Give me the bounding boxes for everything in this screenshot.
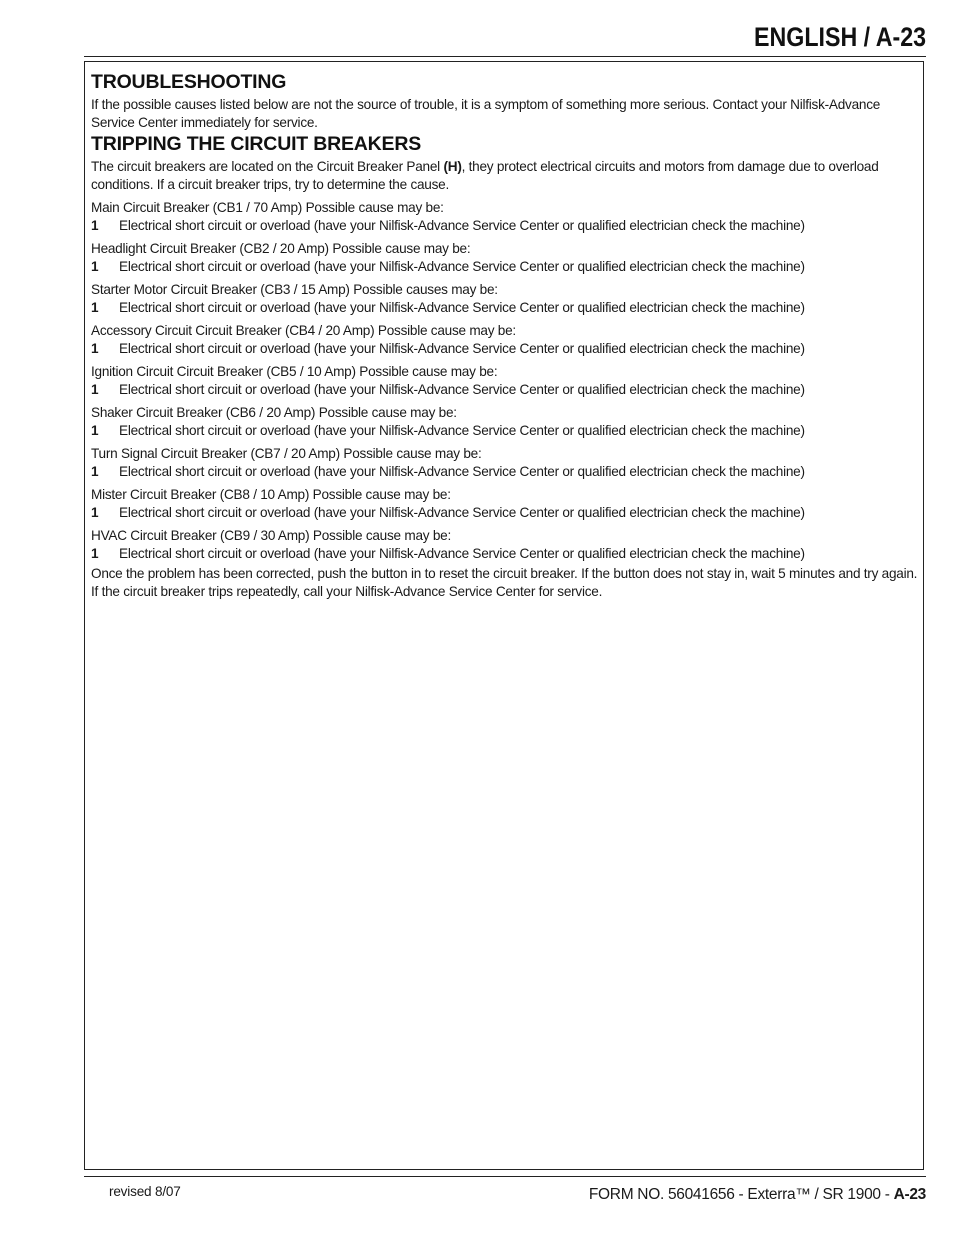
breaker-title: Main Circuit Breaker (CB1 / 70 Amp) Possible cause may be:	[91, 200, 444, 215]
footer-divider	[84, 1176, 926, 1177]
form-text: FORM NO. 56041656 - Exterra™ / SR 1900 -	[588, 1186, 894, 1203]
cause-number: 1	[91, 341, 99, 356]
cause-item	[91, 258, 921, 276]
tripping-intro-after: , they protect electrical circuits and motors from damage due to overload conditions. If a circuit breaker trips, try to determine the cause.	[91, 159, 879, 192]
breaker-title: Ignition Circuit Circuit Breaker (CB5 / 10 Amp) Possible cause may be:	[91, 364, 498, 379]
breaker-title: Accessory Circuit Circuit Breaker (CB4 / 20 Amp) Possible cause may be:	[91, 323, 516, 338]
cause-number: 1	[91, 300, 99, 315]
breaker-title: Starter Motor Circuit Breaker (CB3 / 15 Amp) Possible causes may be:	[91, 282, 498, 297]
cause-number: 1	[91, 423, 99, 438]
tripping-intro	[91, 158, 921, 194]
header-divider	[84, 56, 926, 57]
cause-text: Electrical short circuit or overload (have your Nilfisk-Advance Service Center or qualified electrician check the machine)	[119, 423, 805, 438]
breaker-title: HVAC Circuit Breaker (CB9 / 30 Amp) Possible cause may be:	[91, 528, 451, 543]
breaker-entry	[91, 240, 921, 276]
cause-text: Electrical short circuit or overload (have your Nilfisk-Advance Service Center or qualified electrician check the machine)	[119, 341, 805, 356]
reset-instructions: Once the problem has been corrected, push the button in to reset the circuit breaker. If the button does not stay in, wait 5 minutes and try again. If the circuit breaker trips repeatedly, call your Nilfisk-Advance Service Center for service.	[91, 566, 918, 599]
troubleshooting-intro: If the possible causes listed below are not the source of trouble, it is a symptom of something more serious. Contact your Nilfisk-Advance Service Center immediately for service.	[91, 97, 881, 130]
breaker-title: Turn Signal Circuit Breaker (CB7 / 20 Amp) Possible cause may be:	[91, 446, 482, 461]
breaker-entry	[91, 404, 921, 440]
cause-number: 1	[91, 218, 99, 233]
cause-text: Electrical short circuit or overload (have your Nilfisk-Advance Service Center or qualified electrician check the machine)	[119, 259, 805, 274]
breaker-entry	[91, 199, 921, 235]
revision-note: revised 8/07	[109, 1184, 181, 1199]
cause-number: 1	[91, 546, 99, 561]
breaker-title: Shaker Circuit Breaker (CB6 / 20 Amp) Possible cause may be:	[91, 405, 457, 420]
breaker-title: Mister Circuit Breaker (CB8 / 10 Amp) Possible cause may be:	[91, 487, 451, 502]
breaker-entry	[91, 445, 921, 481]
tripping-intro-before: The circuit breakers are located on the Circuit Breaker Panel	[91, 159, 444, 174]
cause-item	[91, 545, 921, 563]
cause-item	[91, 340, 921, 358]
cause-number: 1	[91, 505, 99, 520]
breaker-list	[91, 199, 921, 563]
cause-text: Electrical short circuit or overload (have your Nilfisk-Advance Service Center or qualified electrician check the machine)	[119, 505, 805, 520]
form-number	[589, 1186, 926, 1204]
breaker-entry	[91, 486, 921, 522]
page-title: ENGLISH / A-23	[753, 22, 926, 52]
cause-number: 1	[91, 382, 99, 397]
cause-item	[91, 463, 921, 481]
content-body	[91, 70, 921, 601]
breaker-entry	[91, 527, 921, 563]
cause-item	[91, 381, 921, 399]
tripping-heading: TRIPPING THE CIRCUIT BREAKERS	[91, 133, 422, 155]
breaker-title: Headlight Circuit Breaker (CB2 / 20 Amp) Possible cause may be:	[91, 241, 471, 256]
cause-item	[91, 422, 921, 440]
cause-text: Electrical short circuit or overload (have your Nilfisk-Advance Service Center or qualified electrician check the machine)	[119, 300, 805, 315]
panel-reference: (H)	[443, 159, 462, 174]
cause-text: Electrical short circuit or overload (have your Nilfisk-Advance Service Center or qualified electrician check the machine)	[119, 546, 805, 561]
troubleshooting-heading: TROUBLESHOOTING	[91, 71, 287, 93]
cause-text: Electrical short circuit or overload (have your Nilfisk-Advance Service Center or qualified electrician check the machine)	[119, 218, 805, 233]
breaker-entry	[91, 322, 921, 358]
breaker-entry	[91, 363, 921, 399]
footer-page-number: A-23	[893, 1186, 926, 1203]
cause-item	[91, 299, 921, 317]
cause-number: 1	[91, 464, 99, 479]
cause-item	[91, 504, 921, 522]
breaker-entry	[91, 281, 921, 317]
cause-number: 1	[91, 259, 99, 274]
cause-text: Electrical short circuit or overload (have your Nilfisk-Advance Service Center or qualified electrician check the machine)	[119, 464, 805, 479]
cause-text: Electrical short circuit or overload (have your Nilfisk-Advance Service Center or qualified electrician check the machine)	[119, 382, 805, 397]
cause-item	[91, 217, 921, 235]
